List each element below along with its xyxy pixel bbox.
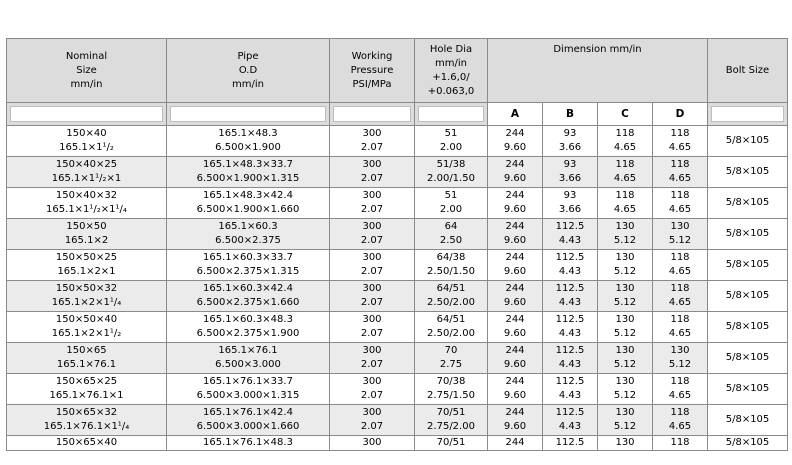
cell-nominal: 150×50×25 165.1×2×1 [7, 250, 167, 281]
blank-cell [708, 103, 788, 126]
cell-pressure: 300 2.07 [330, 250, 415, 281]
cell-d: 118 4.65 [653, 250, 708, 281]
cell-a: 244 9.60 [488, 343, 543, 374]
cell-pressure: 300 2.07 [330, 405, 415, 436]
blank-cell [415, 103, 488, 126]
cell-b: 112.5 4.43 [543, 250, 598, 281]
cell-b: 112.5 4.43 [543, 312, 598, 343]
blank-cell [167, 103, 330, 126]
cell-b: 93 3.66 [543, 126, 598, 157]
subheader-c: C [598, 103, 653, 126]
header-dimension: Dimension mm/in [488, 39, 708, 103]
cell-hole: 64 2.50 [415, 219, 488, 250]
cell-a: 244 9.60 [488, 126, 543, 157]
cell-b: 112.5 4.43 [543, 405, 598, 436]
cell-b: 112.5 4.43 [543, 343, 598, 374]
cell-b: 93 3.66 [543, 188, 598, 219]
cell-pipe: 165.1×60.3×48.3 6.500×2.375×1.900 [167, 312, 330, 343]
cell-pressure: 300 [330, 436, 415, 451]
cell-a: 244 9.60 [488, 250, 543, 281]
cell-nominal: 150×65×25 165.1×76.1×1 [7, 374, 167, 405]
cell-hole: 64/51 2.50/2.00 [415, 312, 488, 343]
cell-pressure: 300 2.07 [330, 312, 415, 343]
cell-pipe: 165.1×48.3 6.500×1.900 [167, 126, 330, 157]
cell-c: 130 5.12 [598, 281, 653, 312]
cell-bolt: 5/8×105 [708, 343, 788, 374]
cell-c: 130 5.12 [598, 405, 653, 436]
cell-pipe: 165.1×60.3×42.4 6.500×2.375×1.660 [167, 281, 330, 312]
blank-cell [330, 103, 415, 126]
cell-pressure: 300 2.07 [330, 157, 415, 188]
cell-bolt: 5/8×105 [708, 188, 788, 219]
cell-hole: 70/38 2.75/1.50 [415, 374, 488, 405]
cell-nominal: 150×40 165.1×1¹/₂ [7, 126, 167, 157]
cell-pipe: 165.1×60.3 6.500×2.375 [167, 219, 330, 250]
cell-c: 118 4.65 [598, 126, 653, 157]
cell-a: 244 9.60 [488, 188, 543, 219]
cell-c: 130 [598, 436, 653, 451]
table-row [7, 374, 788, 405]
cell-pressure: 300 2.07 [330, 281, 415, 312]
cell-hole: 51/38 2.00/1.50 [415, 157, 488, 188]
cell-pipe: 165.1×76.1×42.4 6.500×3.000×1.660 [167, 405, 330, 436]
cell-nominal: 150×50 165.1×2 [7, 219, 167, 250]
cell-pipe: 165.1×48.3×42.4 6.500×1.900×1.660 [167, 188, 330, 219]
cell-a: 244 9.60 [488, 312, 543, 343]
cell-c: 118 4.65 [598, 188, 653, 219]
cell-nominal: 150×40×32 165.1×1¹/₂×1¹/₄ [7, 188, 167, 219]
cell-pressure: 300 2.07 [330, 343, 415, 374]
cell-c: 130 5.12 [598, 343, 653, 374]
cell-a: 244 9.60 [488, 374, 543, 405]
cell-pressure: 300 2.07 [330, 219, 415, 250]
cell-c: 130 5.12 [598, 219, 653, 250]
cell-a: 244 [488, 436, 543, 451]
cell-bolt: 5/8×105 [708, 126, 788, 157]
cell-hole: 51 2.00 [415, 188, 488, 219]
cell-hole: 51 2.00 [415, 126, 488, 157]
cell-d: 118 4.65 [653, 281, 708, 312]
table-row [7, 281, 788, 312]
cell-bolt: 5/8×105 [708, 250, 788, 281]
cell-bolt: 5/8×105 [708, 219, 788, 250]
header-bolt-size: Bolt Size [708, 39, 788, 103]
cell-hole: 70/51 2.75/2.00 [415, 405, 488, 436]
cell-bolt: 5/8×105 [708, 281, 788, 312]
cell-b: 112.5 [543, 436, 598, 451]
cell-d: 118 4.65 [653, 157, 708, 188]
cell-pipe: 165.1×76.1 6.500×3.000 [167, 343, 330, 374]
header-nominal-size: Nominal Size mm/in [7, 39, 167, 103]
cell-a: 244 9.60 [488, 157, 543, 188]
cell-pipe: 165.1×48.3×33.7 6.500×1.900×1.315 [167, 157, 330, 188]
cell-pressure: 300 2.07 [330, 188, 415, 219]
subheader-b: B [543, 103, 598, 126]
cell-b: 112.5 4.43 [543, 281, 598, 312]
table-row [7, 219, 788, 250]
cell-d: 118 [653, 436, 708, 451]
cell-pipe: 165.1×76.1×33.7 6.500×3.000×1.315 [167, 374, 330, 405]
cell-nominal: 150×65×32 165.1×76.1×1¹/₄ [7, 405, 167, 436]
cell-bolt: 5/8×105 [708, 312, 788, 343]
blank-cell [7, 103, 167, 126]
cell-a: 244 9.60 [488, 281, 543, 312]
header-working-pressure: Working Pressure PSI/MPa [330, 39, 415, 103]
cell-pipe: 165.1×76.1×48.3 [167, 436, 330, 451]
cell-d: 118 4.65 [653, 188, 708, 219]
table-row [7, 343, 788, 374]
cell-b: 112.5 4.43 [543, 219, 598, 250]
table-row [7, 157, 788, 188]
cell-hole: 70/51 [415, 436, 488, 451]
table-row [7, 312, 788, 343]
cell-b: 93 3.66 [543, 157, 598, 188]
cell-c: 130 5.12 [598, 250, 653, 281]
cell-hole: 70 2.75 [415, 343, 488, 374]
cell-d: 118 4.65 [653, 405, 708, 436]
table-row [7, 188, 788, 219]
cell-pipe: 165.1×60.3×33.7 6.500×2.375×1.315 [167, 250, 330, 281]
cell-a: 244 9.60 [488, 219, 543, 250]
header-pipe-od: Pipe O.D mm/in [167, 39, 330, 103]
cell-nominal: 150×65 165.1×76.1 [7, 343, 167, 374]
table-row [7, 405, 788, 436]
cell-nominal: 150×50×40 165.1×2×1¹/₂ [7, 312, 167, 343]
cell-nominal: 150×50×32 165.1×2×1¹/₄ [7, 281, 167, 312]
cell-a: 244 9.60 [488, 405, 543, 436]
cell-c: 130 5.12 [598, 374, 653, 405]
cell-c: 130 5.12 [598, 312, 653, 343]
cell-bolt: 5/8×105 [708, 374, 788, 405]
cell-hole: 64/38 2.50/1.50 [415, 250, 488, 281]
cell-pressure: 300 2.07 [330, 374, 415, 405]
cell-bolt: 5/8×105 [708, 436, 788, 451]
subheader-d: D [653, 103, 708, 126]
cell-nominal: 150×40×25 165.1×1¹/₂×1 [7, 157, 167, 188]
cell-d: 118 4.65 [653, 374, 708, 405]
cell-d: 130 5.12 [653, 343, 708, 374]
subheader-a: A [488, 103, 543, 126]
cell-d: 118 4.65 [653, 312, 708, 343]
cell-hole: 64/51 2.50/2.00 [415, 281, 488, 312]
table-row [7, 436, 788, 451]
table-row [7, 126, 788, 157]
cell-nominal: 150×65×40 [7, 436, 167, 451]
subheader-row [7, 103, 788, 126]
cell-bolt: 5/8×105 [708, 157, 788, 188]
spec-table [6, 38, 788, 451]
cell-c: 118 4.65 [598, 157, 653, 188]
cell-pressure: 300 2.07 [330, 126, 415, 157]
header-hole-dia: Hole Dia mm/in +1.6,0/ +0.063,0 [415, 39, 488, 103]
cell-bolt: 5/8×105 [708, 405, 788, 436]
table-row [7, 250, 788, 281]
cell-d: 118 4.65 [653, 126, 708, 157]
cell-d: 130 5.12 [653, 219, 708, 250]
cell-b: 112.5 4.43 [543, 374, 598, 405]
